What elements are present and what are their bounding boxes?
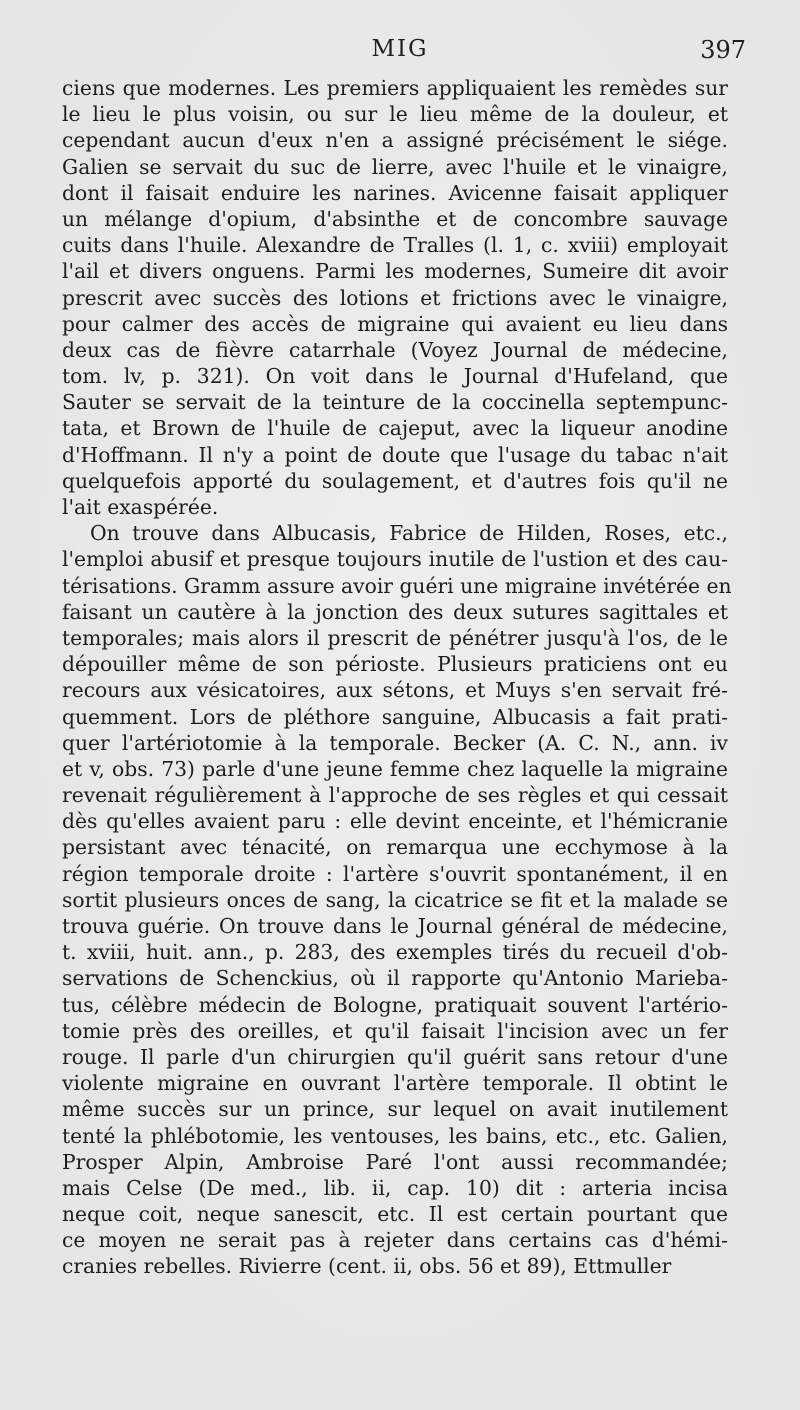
text-line: térisations. Gramm assure avoir guéri une migraine invétérée en (62, 573, 732, 598)
text-line: tenté la phlébotomie, les ventouses, les bains, etc., etc. Galien, (62, 1123, 728, 1148)
text-line: quer l'artériotomie à la temporale. Becker (A. C. N., ann. iv (62, 730, 728, 755)
text-line: tomie près des oreilles, et qu'il faisait l'incision avec un fer (62, 1018, 728, 1043)
paragraph (62, 520, 732, 1279)
text-line: recours aux vésicatoires, aux sétons, et Muys s'en servait fré- (62, 678, 728, 703)
text-line: sortit plusieurs onces de sang, la cicatrice se fit et la malade se (62, 887, 728, 912)
text-line: persistant avec ténacité, on remarqua une ecchymose à la (62, 835, 728, 860)
page-header (60, 36, 746, 66)
text-line: revenait régulièrement à l'approche de ses règles et qui cessait (62, 783, 728, 808)
text-line: ce moyen ne serait pas à rejeter dans certains cas d'hémi- (62, 1228, 728, 1253)
text-line: pour calmer des accès de migraine qui avaient eu lieu dans (62, 311, 728, 336)
text-line: mais Celse (De med., lib. ii, cap. 10) dit : arteria incisa (62, 1175, 728, 1200)
running-head: MIG (371, 36, 429, 62)
text-line: quelquefois apporté du soulagement, et d'autres fois qu'il ne (62, 468, 728, 493)
text-line: rouge. Il parle d'un chirurgien qu'il guérit sans retour d'une (62, 1044, 728, 1069)
text-line: cependant aucun d'eux n'en a assigné précisément le siége. (62, 128, 728, 153)
text-line: temporales; mais alors il prescrit de pénétrer jusqu'à l'os, de le (62, 625, 728, 650)
text-line: le lieu le plus voisin, ou sur le lieu même de la douleur, et (62, 102, 728, 127)
text-line: l'ait exaspérée. (62, 495, 219, 519)
paragraph (62, 75, 728, 520)
text-line: dès qu'elles avaient paru : elle devint enceinte, et l'hémicranie (62, 809, 728, 834)
text-line: On trouve dans Albucasis, Fabrice de Hilden, Roses, etc., (90, 521, 728, 546)
text-line: un mélange d'opium, d'absinthe et de concombre sauvage (62, 206, 728, 231)
text-line: prescrit avec succès des lotions et frictions avec le vinaigre, (62, 285, 728, 310)
text-line: région temporale droite : l'artère s'ouvrit spontanément, il en (62, 861, 728, 886)
text-line: l'emploi abusif et presque toujours inutile de l'ustion et des cau- (62, 547, 728, 572)
text-line: tus, célèbre médecin de Bologne, pratiquait souvent l'artério- (62, 992, 728, 1017)
text-line: cuits dans l'huile. Alexandre de Tralles (l. 1, c. xviii) employait (62, 233, 728, 258)
text-line: neque coit, neque sanescit, etc. Il est certain pourtant que (62, 1202, 728, 1227)
text-line: Galien se servait du suc de lierre, avec l'huile et le vinaigre, (62, 154, 728, 179)
text-line: même succès sur un prince, sur lequel on avait inutilement (62, 1097, 728, 1122)
text-line: deux cas de fièvre catarrhale (Voyez Journal de médecine, (62, 337, 728, 362)
text-line: ciens que modernes. Les premiers appliquaient les remèdes sur (62, 76, 728, 100)
page-number: 397 (700, 36, 746, 64)
text-line: l'ail et divers onguens. Parmi les modernes, Sumeire dit avoir (62, 259, 728, 284)
text-line: et v, obs. 73) parle d'une jeune femme chez laquelle la migraine (62, 756, 728, 781)
text-line: dont il faisait enduire les narines. Avicenne faisait appliquer (62, 180, 728, 205)
text-line: t. xviii, huit. ann., p. 283, des exemples tirés du recueil d'ob- (62, 940, 728, 965)
text-line: servations de Schenckius, où il rapporte qu'Antonio Marieba- (62, 966, 728, 991)
text-line: Prosper Alpin, Ambroise Paré l'ont aussi recommandée; (62, 1149, 728, 1174)
text-line: cranies rebelles. Rivierre (cent. ii, obs. 56 et 89), Ettmuller (62, 1254, 672, 1279)
text-line: quemment. Lors de pléthore sanguine, Albucasis a fait prati- (62, 704, 728, 729)
text-line: Sauter se servait de la teinture de la coccinella septempunc- (62, 390, 728, 415)
text-line: violente migraine en ouvrant l'artère temporale. Il obtint le (62, 1071, 728, 1096)
text-line: tata, et Brown de l'huile de cajeput, avec la liqueur anodine (62, 416, 728, 441)
text-line: dépouiller même de son périoste. Plusieurs praticiens ont eu (62, 652, 728, 677)
body-text (62, 75, 732, 1280)
text-line: faisant un cautère à la jonction des deux sutures sagittales et (62, 599, 728, 624)
text-line: d'Hoffmann. Il n'y a point de doute que l'usage du tabac n'ait (62, 442, 728, 467)
text-line: tom. lv, p. 321). On voit dans le Journal d'Hufeland, que (62, 364, 728, 389)
text-line: trouva guérie. On trouve dans le Journal général de médecine, (62, 914, 728, 938)
